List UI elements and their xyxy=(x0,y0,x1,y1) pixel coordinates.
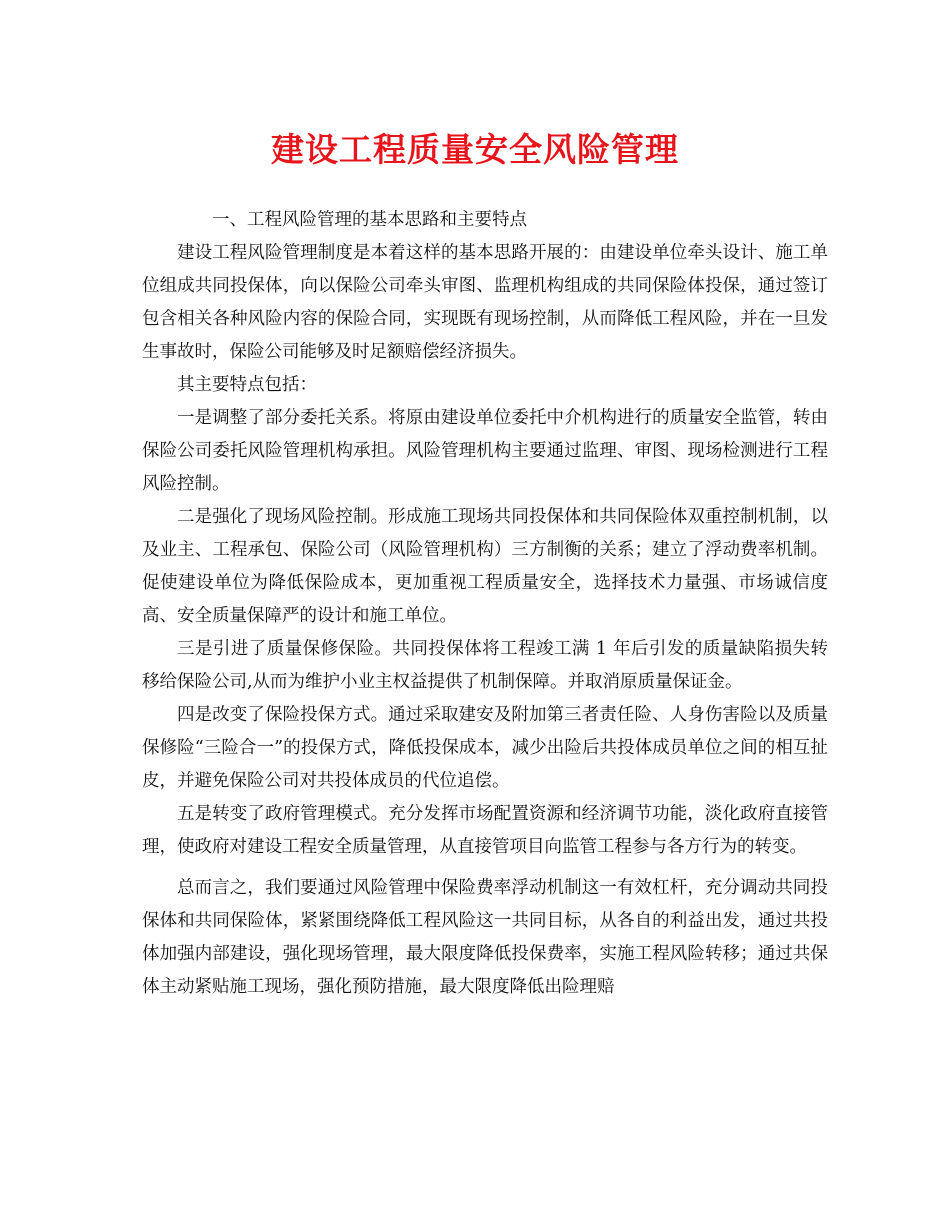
paragraph-feature-5: 五是转变了政府管理模式。充分发挥市场配置资源和经济调节功能，淡化政府直接管理，使政府对建设工程安全质量管理，从直接管项目向监管工程参与各方行为的转变。 xyxy=(142,804,828,857)
paragraph-feature-2: 二是强化了现场风险控制。形成施工现场共同投保体和共同保险体双重控制机制，以及业主、工程承包、保险公司（风险管理机构）三方制衡的关系；建立了浮动费率机制。促使建设单位为降低保险成本，更加重视工程质量安全，选择技术力量强、市场诚信度高、安全质量保障严的设计和施工单位。 xyxy=(142,507,828,626)
paragraph-feature-1: 一是调整了部分委托关系。将原由建设单位委托中介机构进行的质量安全监管，转由保险公司委托风险管理机构承担。风险管理机构主要通过监理、审图、现场检测进行工程风险控制。 xyxy=(142,408,828,494)
paragraph-features-intro: 其主要特点包括： xyxy=(177,375,317,395)
paragraph-feature-3: 三是引进了质量保修保险。共同投保体将工程竣工满 1 年后引发的质量缺陷损失转移给保险公司,从而为维护小业主权益提供了机制保障。并取消原质量保证金。 xyxy=(142,639,828,692)
section-heading: 一、工程风险管理的基本思路和主要特点 xyxy=(212,210,527,230)
document-title: 建设工程质量安全风险管理 xyxy=(271,130,679,169)
document-body xyxy=(142,204,828,1004)
paragraph-feature-4: 四是改变了保险投保方式。通过采取建安及附加第三者责任险、人身伤害险以及质量保修险“三险合一”的投保方式，降低投保成本，减少出险后共投体成员单位之间的相互扯皮，并避免保险公司对共投体成员的代位追偿。 xyxy=(142,705,828,791)
paragraph-summary: 总而言之，我们要通过风险管理中保险费率浮动机制这一有效杠杆，充分调动共同投保体和共同保险体，紧紧围绕降低工程风险这一共同目标，从各自的利益出发，通过共投体加强内部建设，强化现场管理，最大限度降低投保费率，实施工程风险转移；通过共保体主动紧贴施工现场，强化预防措施，最大限度降低出险理赔 xyxy=(142,878,828,997)
paragraph-basic-approach: 建设工程风险管理制度是本着这样的基本思路开展的：由建设单位牵头设计、施工单位组成共同投保体，向以保险公司牵头审图、监理机构组成的共同保险体投保，通过签订包含相关各种风险内容的保险合同，实现既有现场控制，从而降低工程风险，并在一旦发生事故时，保险公司能够及时足额赔偿经济损失。 xyxy=(142,243,828,362)
